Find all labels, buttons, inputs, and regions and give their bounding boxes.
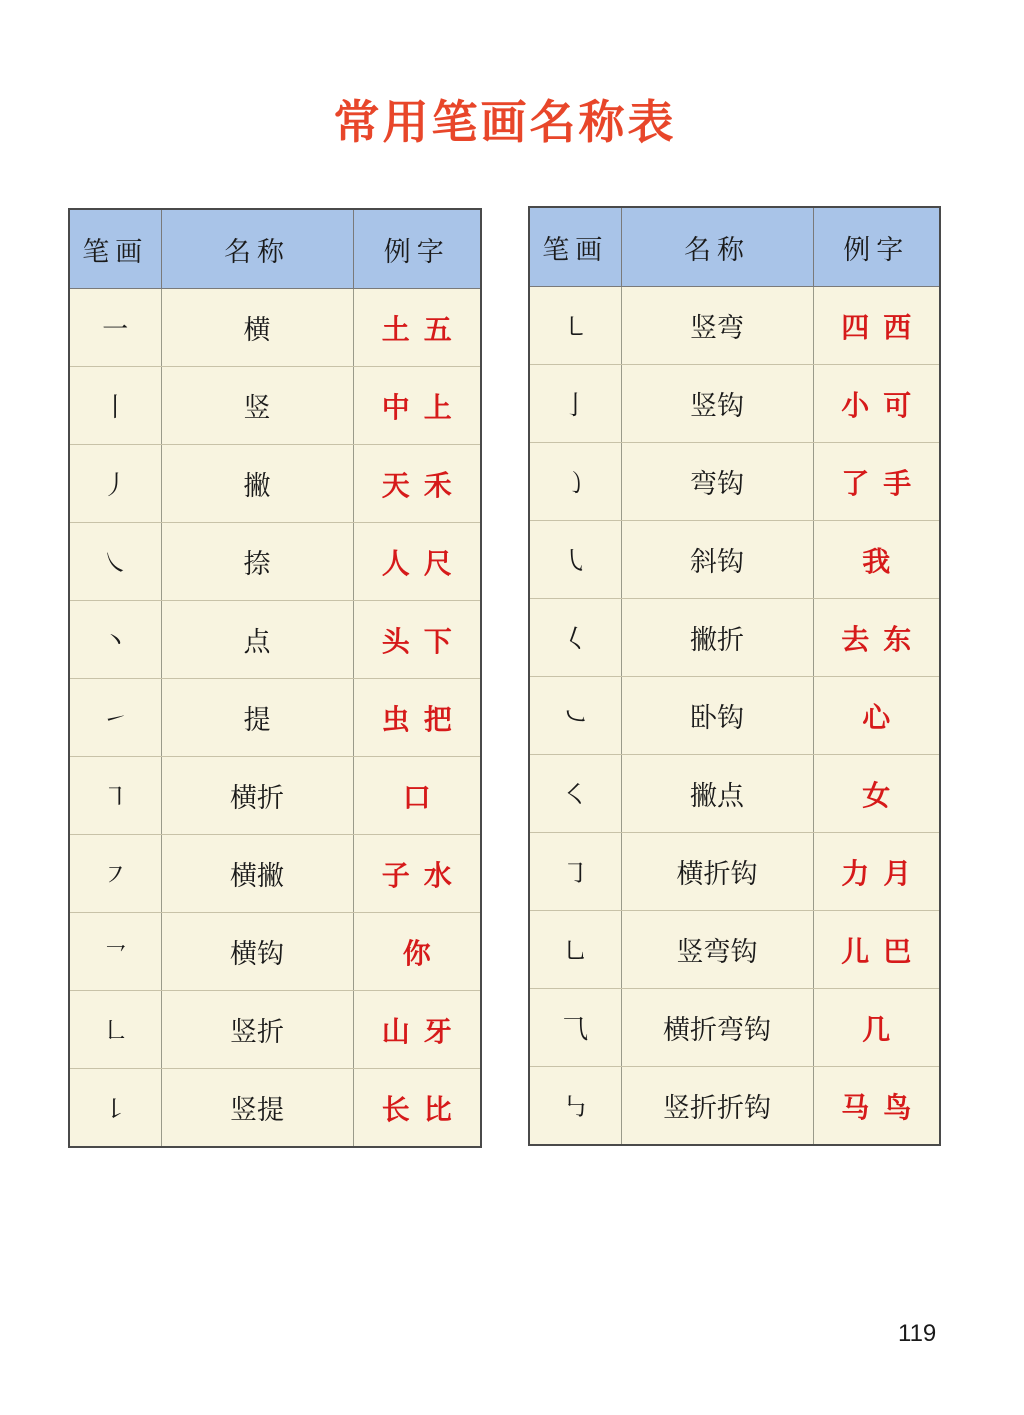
stroke-glyph: ㇀: [69, 679, 161, 757]
example-chars: 中上: [353, 367, 481, 445]
stroke-glyph: ㇏: [69, 523, 161, 601]
header-stroke: 笔画: [529, 207, 621, 287]
table-row: [529, 833, 940, 911]
stroke-glyph: ㇆: [529, 833, 621, 911]
table-row: [69, 289, 481, 367]
stroke-glyph: ㇗: [69, 991, 161, 1069]
example-chars: 女: [813, 755, 940, 833]
stroke-glyph: 丶: [69, 601, 161, 679]
stroke-name: 撇: [161, 445, 353, 523]
stroke-glyph: 丨: [69, 367, 161, 445]
example-chars: 心: [813, 677, 940, 755]
page-title: 常用笔画名称表: [333, 95, 677, 149]
table-row: [69, 913, 481, 991]
stroke-glyph: ㇖: [69, 913, 161, 991]
stroke-name: 提: [161, 679, 353, 757]
example-chars: 几: [813, 989, 940, 1067]
table-row: [529, 287, 940, 365]
stroke-table-left: [68, 208, 482, 1148]
table-row: [69, 445, 481, 523]
header-stroke: 笔画: [69, 209, 161, 289]
table-row: [529, 755, 940, 833]
example-chars: 子水: [353, 835, 481, 913]
stroke-glyph: ㇂: [529, 521, 621, 599]
stroke-glyph: 丿: [69, 445, 161, 523]
example-chars: 马鸟: [841, 1090, 926, 1124]
table-row: [69, 1069, 481, 1148]
example-chars: 头下: [353, 601, 481, 679]
example-chars: 口: [353, 757, 481, 835]
stroke-glyph: ⺄: [529, 989, 621, 1067]
stroke-glyph: ㇛: [529, 755, 621, 833]
table-row: [529, 911, 940, 989]
header-name: 名称: [161, 209, 353, 289]
stroke-glyph: 亅: [529, 365, 621, 443]
stroke-name: 横撇: [161, 835, 353, 913]
example-chars: 土五: [353, 289, 481, 367]
example-chars: 山牙: [353, 991, 481, 1069]
stroke-glyph: ㇇: [69, 835, 161, 913]
stroke-name: 斜钩: [621, 521, 813, 599]
stroke-name: 横折: [161, 757, 353, 835]
stroke-name: 横: [161, 289, 353, 367]
stroke-name: 竖折: [161, 991, 353, 1069]
example-chars: 了手: [813, 443, 940, 521]
example-chars: 天禾: [353, 445, 481, 523]
stroke-name: 撇点: [621, 755, 813, 833]
table-row: [69, 601, 481, 679]
stroke-glyph: ㇁: [529, 443, 621, 521]
stroke-name: 横折弯钩: [621, 989, 813, 1067]
table-row: [529, 365, 940, 443]
table-row: [529, 521, 940, 599]
stroke-glyph: 一: [69, 289, 161, 367]
example-chars: 人尺: [353, 523, 481, 601]
stroke-table-right: [528, 206, 941, 1146]
example-chars: 我: [813, 521, 940, 599]
header-example: 例字: [353, 209, 481, 289]
table-row: [69, 523, 481, 601]
example-chars: 儿巴: [813, 911, 940, 989]
example-chars: 虫把: [353, 679, 481, 757]
stroke-glyph: ㇕: [69, 757, 161, 835]
header-example: 例字: [813, 207, 940, 287]
stroke-glyph: ㇟: [529, 911, 621, 989]
stroke-glyph: 𡿨: [529, 599, 621, 677]
stroke-name: 卧钩: [621, 677, 813, 755]
stroke-name: 竖弯钩: [621, 911, 813, 989]
stroke-name: 横钩: [161, 913, 353, 991]
table-header-row: [69, 209, 481, 289]
table-row: [529, 1067, 940, 1146]
stroke-name: 撇折: [621, 599, 813, 677]
page-number: 119: [898, 1320, 937, 1347]
stroke-glyph: ㇄: [529, 287, 621, 365]
example-chars: 力月: [813, 833, 940, 911]
example-chars: 长比: [381, 1092, 466, 1126]
stroke-glyph: ㇙: [69, 1069, 161, 1148]
table-row: [69, 679, 481, 757]
table-header-row: [529, 207, 940, 287]
header-name: 名称: [621, 207, 813, 287]
stroke-name: 弯钩: [621, 443, 813, 521]
table-row: [529, 443, 940, 521]
table-row: [69, 835, 481, 913]
example-chars: 小可: [813, 365, 940, 443]
table-row: [69, 991, 481, 1069]
stroke-name: 竖钩: [621, 365, 813, 443]
table-row: [529, 989, 940, 1067]
table-row: [529, 677, 940, 755]
stroke-name: 竖弯: [621, 287, 813, 365]
table-row: [69, 367, 481, 445]
stroke-name: 点: [161, 601, 353, 679]
stroke-name: 竖: [161, 367, 353, 445]
stroke-name: 竖提: [161, 1069, 353, 1148]
stroke-glyph: ㇉: [529, 1067, 621, 1146]
example-chars: 你: [353, 913, 481, 991]
example-chars: 四西: [813, 287, 940, 365]
table-row: [529, 599, 940, 677]
stroke-glyph: ㇃: [529, 677, 621, 755]
table-row: [69, 757, 481, 835]
stroke-name: 竖折折钩: [621, 1067, 813, 1146]
stroke-name: 捺: [161, 523, 353, 601]
example-chars: 去东: [813, 599, 940, 677]
stroke-name: 横折钩: [621, 833, 813, 911]
